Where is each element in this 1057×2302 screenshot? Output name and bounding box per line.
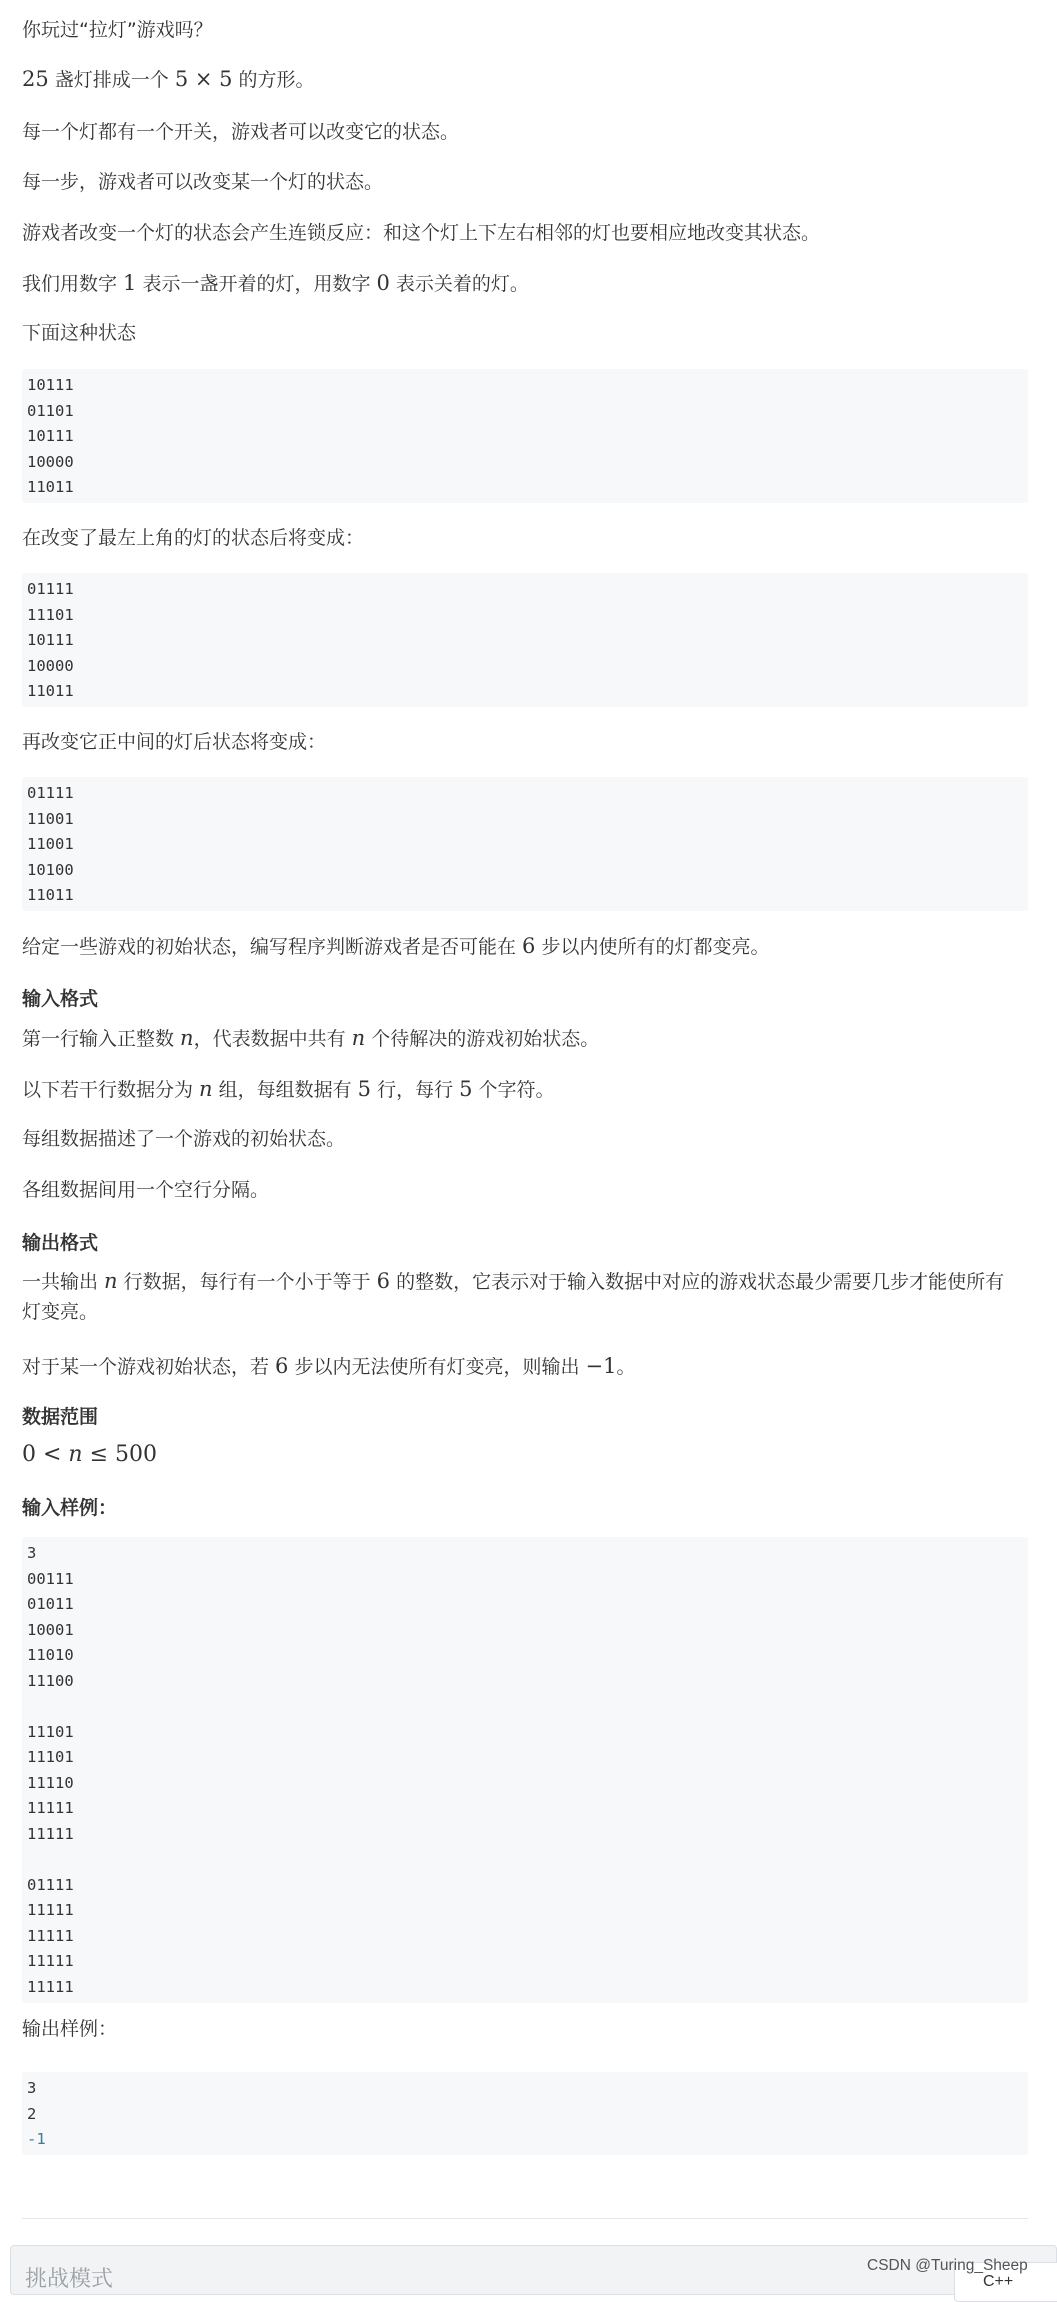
text: 一共输出: [22, 1271, 105, 1293]
text: 步以内无法使所有灯变亮，则输出: [288, 1356, 586, 1378]
code-line: 10100: [27, 860, 74, 879]
intro-text: 的方形。: [232, 69, 315, 91]
code-line: 01111: [27, 580, 74, 598]
code-line: 11111: [27, 1952, 74, 1970]
code-line: 3: [27, 1544, 37, 1562]
math-1: 1: [123, 271, 137, 295]
code-line: 01011: [27, 1595, 74, 1613]
text: 表示一盏开着的灯，用数字: [136, 273, 377, 295]
after-center-label: 再改变它正中间的灯后状态将变成：: [22, 731, 327, 753]
var-n: n: [199, 1077, 213, 1101]
intro-encoding: [22, 268, 529, 299]
math-neg-1: −1: [585, 1354, 617, 1378]
code-block-sample-output: [22, 2072, 1028, 2155]
code-block-after-center: [22, 777, 1028, 911]
text: 的整数，它表示对于输入数据中对应的游戏状态最少需要几步才能使所有灯变亮。: [22, 1271, 1005, 1323]
math-5x5: 5 × 5: [174, 67, 233, 91]
code-line: [27, 1694, 1023, 1720]
sample-output-heading: 输出样例：: [22, 2018, 118, 2040]
input-format-heading: 输入格式: [22, 988, 99, 1010]
text: 给定一些游戏的初始状态，编写程序判断游戏者是否可能在: [22, 936, 523, 958]
input-format-line-4: 各组数据间用一个空行分隔。: [22, 1179, 270, 1201]
challenge-mode-label: 挑战模式: [25, 2266, 114, 2291]
math-part: ≤ 500: [82, 1442, 158, 1467]
text: 我们用数字: [22, 273, 124, 295]
code-line: 10000: [27, 656, 74, 675]
code-block-initial-state: [22, 369, 1028, 503]
math-n: [104, 1269, 118, 1293]
input-format-line-3: 每组数据描述了一个游戏的初始状态。: [22, 1128, 346, 1150]
code-line: 11110: [27, 1773, 74, 1792]
var-n: n: [68, 1442, 83, 1467]
math-6: 6: [376, 1269, 391, 1293]
code-line: -1: [27, 2130, 46, 2148]
text: 表示关着的灯。: [389, 273, 529, 295]
intro-switch: 每一个灯都有一个开关，游戏者可以改变它的状态。: [22, 121, 460, 143]
code-line: 2: [27, 2104, 37, 2123]
intro-grid-size: [22, 64, 315, 95]
code-line: 01111: [27, 1875, 74, 1894]
code-line: 10111: [27, 376, 74, 394]
var-n: n: [180, 1026, 194, 1050]
code-line: 11011: [27, 478, 74, 496]
text: 个待解决的游戏初始状态。: [365, 1028, 600, 1050]
text: 对于某一个游戏初始状态，若: [22, 1356, 276, 1378]
math-25: 25: [22, 67, 49, 91]
math-6: 6: [275, 1354, 289, 1378]
math-n: [352, 1026, 366, 1050]
text: 组，每组数据有: [212, 1079, 358, 1101]
math-0: 0: [376, 271, 390, 295]
output-format-heading: 输出格式: [22, 1232, 99, 1254]
code-line: 10111: [27, 631, 74, 649]
section-divider: [22, 2218, 1028, 2219]
code-line: 3: [27, 2079, 37, 2097]
code-line: 10001: [27, 1620, 74, 1639]
code-block-after-corner: [22, 573, 1028, 707]
language-label: C++: [983, 2273, 1014, 2290]
math-n: [199, 1077, 213, 1101]
text: 行，每行: [371, 1079, 460, 1101]
text: 个字符。: [472, 1079, 555, 1101]
intro-chain: 游戏者改变一个灯的状态会产生连锁反应：和这个灯上下左右相邻的灯也要相应地改变其状态。: [22, 222, 821, 244]
intro-text: 盏灯排成一个: [48, 69, 175, 91]
intro-question: 你玩过“拉灯”游戏吗？: [22, 19, 213, 41]
code-line: 11100: [27, 1671, 74, 1690]
code-line: 01111: [27, 784, 74, 802]
code-line: 00111: [27, 1569, 74, 1588]
data-range-formula: [22, 1440, 157, 1470]
text: 第一行输入正整数: [22, 1028, 181, 1050]
var-n: n: [351, 1026, 366, 1050]
code-line: 11001: [27, 809, 74, 828]
data-range-heading: 数据范围: [22, 1406, 99, 1428]
code-line: 11001: [27, 835, 74, 853]
text: ，代表数据中共有: [193, 1028, 352, 1050]
text: 行数据，每行有一个小于等于: [117, 1271, 377, 1293]
task-description: [22, 931, 769, 962]
code-line: 11111: [27, 1926, 74, 1945]
math-5: 5: [357, 1077, 372, 1101]
math-n: [180, 1026, 194, 1050]
output-format-line-2: [22, 1351, 636, 1382]
code-line: 10000: [27, 452, 74, 471]
code-line: [27, 1847, 1023, 1873]
code-line: 11111: [27, 1901, 74, 1919]
text: 以下若干行数据分为: [22, 1079, 200, 1101]
intro-step: 每一步，游戏者可以改变某一个灯的状态。: [22, 171, 384, 193]
code-line: 01101: [27, 401, 74, 420]
intro-state-label: 下面这种状态: [22, 322, 137, 344]
text: 。: [616, 1356, 636, 1378]
code-line: 11101: [27, 1748, 74, 1766]
var-n: n: [104, 1269, 118, 1293]
math-6: 6: [522, 934, 536, 958]
code-line: 11010: [27, 1646, 74, 1664]
code-line: 11101: [27, 1722, 74, 1741]
code-block-sample-input: [22, 1537, 1028, 2003]
code-line: 11111: [27, 1824, 74, 1843]
output-format-line-1: [22, 1266, 1022, 1327]
code-line: 11111: [27, 1977, 74, 1996]
code-line: 11011: [27, 886, 74, 904]
after-corner-label: 在改变了最左上角的灯的状态后将变成：: [22, 527, 365, 549]
sample-input-heading: 输入样例：: [22, 1497, 118, 1519]
code-line: 11111: [27, 1799, 74, 1817]
code-line: 11101: [27, 605, 74, 624]
code-line: 11011: [27, 682, 74, 700]
text: 步以内使所有的灯都变亮。: [535, 936, 770, 958]
input-format-line-1: [22, 1023, 599, 1054]
input-format-line-2: [22, 1074, 555, 1105]
math-part: 0 <: [22, 1442, 69, 1467]
csdn-watermark: CSDN @Turing_Sheep: [867, 2257, 1028, 2274]
math-5: 5: [459, 1077, 473, 1101]
code-line: 10111: [27, 427, 74, 445]
math-range: [22, 1442, 157, 1467]
